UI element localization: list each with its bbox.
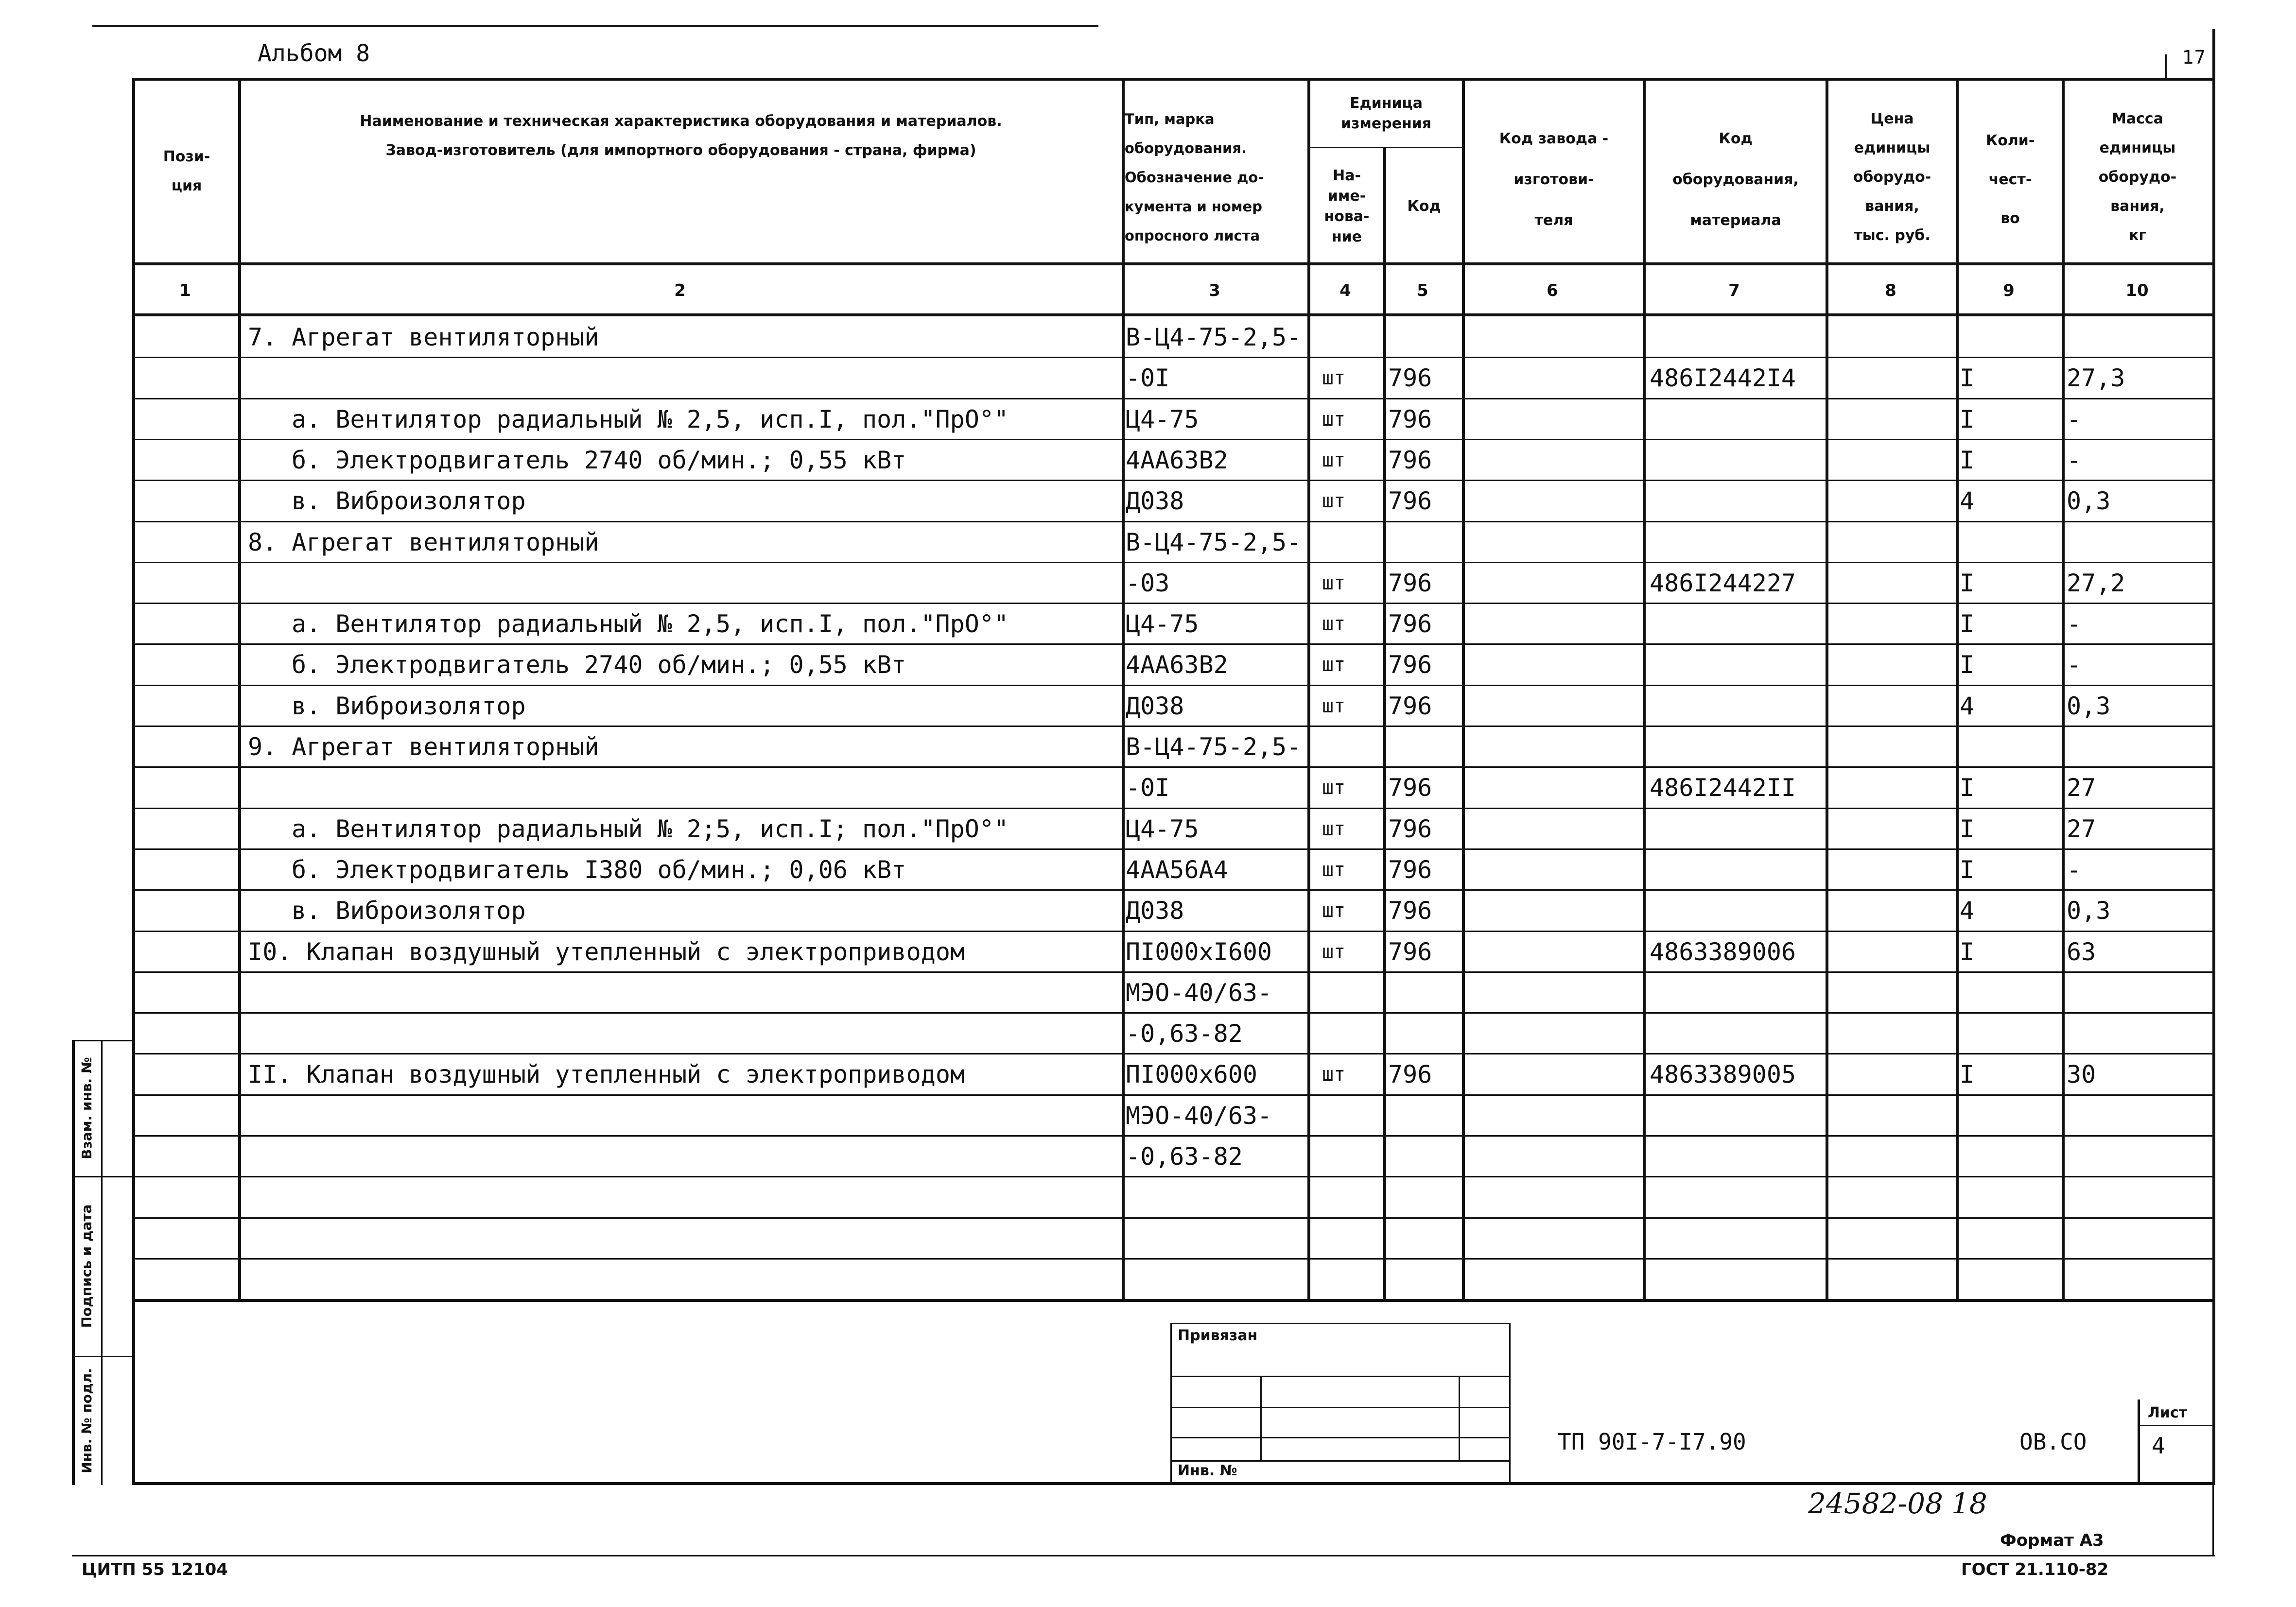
column-divider xyxy=(238,78,241,1301)
header-name-line1: Наименование и техническая характеристика оборудования и материалов. xyxy=(360,113,1002,130)
item-quantity: I xyxy=(1960,405,1975,433)
item-type: МЭО-40/63- xyxy=(1126,1101,1272,1130)
header-bottom-rule xyxy=(132,262,2215,265)
section-code: ОВ.СО xyxy=(2019,1429,2087,1455)
column-number: 7 xyxy=(1728,281,1740,300)
item-quantity: 4 xyxy=(1960,487,1975,516)
archive-number: 24582-08 xyxy=(1808,1487,1943,1520)
item-quantity: I xyxy=(1960,569,1975,597)
item-mass: 0,3 xyxy=(2067,897,2111,925)
item-type: -0I xyxy=(1126,364,1170,393)
row-divider xyxy=(132,439,2215,440)
frame-right xyxy=(2212,29,2215,1485)
item-quantity: I xyxy=(1960,610,1975,639)
item-mass: 27 xyxy=(2067,814,2096,843)
item-unit-code: 796 xyxy=(1388,405,1432,433)
item-type: 4АА63В2 xyxy=(1126,446,1228,474)
row-divider xyxy=(132,398,2215,399)
item-mass: 63 xyxy=(2067,937,2096,966)
item-mass: - xyxy=(2067,651,2082,679)
item-unit: шт xyxy=(1322,654,1346,676)
item-type: 4АА56А4 xyxy=(1126,855,1228,884)
column-number: 9 xyxy=(2003,281,2015,300)
item-unit-code: 796 xyxy=(1388,937,1432,966)
item-unit: шт xyxy=(1322,613,1346,636)
row-divider xyxy=(132,1094,2215,1096)
item-equipment-code: 4863389006 xyxy=(1650,937,1796,966)
item-name: в. Виброизолятор xyxy=(292,487,526,516)
item-unit: шт xyxy=(1322,940,1346,963)
item-mass: - xyxy=(2067,855,2082,884)
item-unit-code: 796 xyxy=(1388,487,1432,516)
row-divider xyxy=(132,848,2215,850)
item-type: -03 xyxy=(1126,569,1170,597)
item-type: Д038 xyxy=(1126,897,1184,925)
item-unit-code: 796 xyxy=(1388,569,1432,597)
item-unit-code: 796 xyxy=(1388,1060,1432,1089)
item-type: В-Ц4-75-2,5- xyxy=(1126,528,1302,556)
item-quantity: 4 xyxy=(1960,691,1975,720)
row-divider xyxy=(132,931,2215,932)
item-quantity: I xyxy=(1960,364,1975,393)
row-divider xyxy=(132,971,2215,973)
header-mass: Масса единицы оборудо- вания, кг xyxy=(2098,110,2177,244)
item-name: б. Электродвигатель 2740 об/мин.; 0,55 кВт xyxy=(292,651,906,679)
item-unit-code: 796 xyxy=(1388,651,1432,679)
item-unit: шт xyxy=(1322,694,1346,717)
column-number: 1 xyxy=(179,281,191,300)
item-unit: шт xyxy=(1322,899,1346,922)
item-type: Ц4-75 xyxy=(1126,405,1199,433)
org-code: ЦИТП 55 12104 xyxy=(82,1560,228,1579)
row-divider xyxy=(132,726,2215,727)
item-type: Ц4-75 xyxy=(1126,610,1199,639)
row-divider xyxy=(132,521,2215,522)
column-number: 10 xyxy=(2125,281,2149,300)
bound-inv-label: Инв. № xyxy=(1178,1462,1237,1479)
item-unit: шт xyxy=(1322,449,1346,471)
bound-rule4 xyxy=(1172,1460,1509,1462)
archive-sheet: 18 xyxy=(1951,1487,1987,1520)
row-divider xyxy=(132,562,2215,563)
header-quantity: Коли- чест- во xyxy=(1985,132,2035,227)
item-mass: - xyxy=(2067,446,2082,474)
item-name: I0. Клапан воздушный утепленный с электроприводом xyxy=(248,937,965,966)
page-corner-number: 17 xyxy=(2182,47,2206,68)
header-unit: Единица измерения xyxy=(1340,95,1432,132)
bound-vrule1 xyxy=(1260,1376,1262,1460)
header-name-line2: Завод-изготовитель (для импортного оборудования - страна, фирма) xyxy=(385,142,976,159)
sheet-label: Лист xyxy=(2148,1404,2188,1421)
header-type: Тип, марка оборудования. Обозначение до- кумента и номер опросного листа xyxy=(1125,111,1264,244)
item-type: МЭО-40/63- xyxy=(1126,978,1272,1007)
album-label: Альбом 8 xyxy=(258,40,370,67)
frame-top xyxy=(132,78,2215,81)
column-number: 5 xyxy=(1417,281,1428,300)
item-quantity: I xyxy=(1960,774,1975,802)
row-divider xyxy=(132,357,2215,358)
item-quantity: I xyxy=(1960,651,1975,679)
item-type: ПI000х600 xyxy=(1126,1060,1257,1089)
header-name xyxy=(241,97,1121,175)
item-name: II. Клапан воздушный утепленный с электроприводом xyxy=(248,1060,965,1089)
row-divider xyxy=(132,480,2215,481)
column-number: 6 xyxy=(1547,281,1558,300)
unit-subheader-rule xyxy=(1308,147,1463,148)
item-name: б. Электродвигатель I380 об/мин.; 0,06 кВт xyxy=(292,855,906,884)
header-price: Цена единицы оборудо- вания, тыс. руб. xyxy=(1853,110,1931,244)
format-label: Формат А3 xyxy=(2000,1531,2104,1550)
row-divider xyxy=(132,685,2215,686)
item-unit-code: 796 xyxy=(1388,446,1432,474)
item-equipment-code: 486I244227 xyxy=(1650,569,1796,597)
item-unit: шт xyxy=(1322,408,1346,431)
item-quantity: I xyxy=(1960,937,1975,966)
item-quantity: I xyxy=(1960,814,1975,843)
item-unit-code: 796 xyxy=(1388,774,1432,802)
item-name: в. Виброизолятор xyxy=(292,691,526,720)
item-equipment-code: 486I2442II xyxy=(1650,774,1796,802)
header-position: Пози- ция xyxy=(163,148,210,194)
item-unit-code: 796 xyxy=(1388,897,1432,925)
item-unit: шт xyxy=(1322,490,1346,513)
bound-vrule2 xyxy=(1459,1376,1460,1460)
item-quantity: I xyxy=(1960,855,1975,884)
item-mass: 30 xyxy=(2067,1060,2096,1089)
header-equipment-code: Код оборудования, материала xyxy=(1672,130,1799,229)
header-unit-code: Код xyxy=(1407,198,1441,215)
item-unit: шт xyxy=(1322,1063,1346,1086)
column-number: 3 xyxy=(1209,281,1220,300)
item-equipment-code: 4863389005 xyxy=(1650,1060,1796,1089)
item-unit-code: 796 xyxy=(1388,364,1432,393)
column-number: 4 xyxy=(1339,281,1351,300)
item-unit-code: 796 xyxy=(1388,814,1432,843)
item-name: в. Виброизолятор xyxy=(292,897,526,925)
item-mass: 27,2 xyxy=(2067,569,2125,597)
item-name: б. Электродвигатель 2740 об/мин.; 0,55 кВт xyxy=(292,446,906,474)
item-unit-code: 796 xyxy=(1388,610,1432,639)
sheet-number-rule xyxy=(2140,1425,2215,1426)
table-bottom-rule xyxy=(132,1299,2215,1302)
item-mass: 27,3 xyxy=(2067,364,2125,393)
row-divider xyxy=(132,766,2215,768)
bottom-rule xyxy=(72,1555,2215,1556)
item-equipment-code: 486I2442I4 xyxy=(1650,364,1796,393)
item-type: 4АА63В2 xyxy=(1126,651,1228,679)
bottom-right-tick xyxy=(2212,1485,2214,1556)
item-type: Ц4-75 xyxy=(1126,814,1199,843)
item-unit: шт xyxy=(1322,777,1346,799)
item-unit: шт xyxy=(1322,571,1346,594)
column-divider xyxy=(1383,147,1386,1301)
item-quantity: I xyxy=(1960,446,1975,474)
item-unit-code: 796 xyxy=(1388,691,1432,720)
row-divider xyxy=(132,1258,2215,1260)
item-name: а. Вентилятор радиальный № 2,5, исп.I, пол."ПрО°" xyxy=(292,610,1009,639)
item-name: а. Вентилятор радиальный № 2,5, исп.I, пол."ПрО°" xyxy=(292,405,1009,433)
item-mass: 27 xyxy=(2067,774,2096,802)
item-type: -0I xyxy=(1126,774,1170,802)
item-type: Д038 xyxy=(1126,487,1184,516)
side-stamp-replacement-inv: Взам. инв. № xyxy=(78,1056,95,1159)
row-divider xyxy=(132,603,2215,604)
side-stamp-mid xyxy=(101,1040,103,1485)
item-unit: шт xyxy=(1322,367,1346,390)
item-type: В-Ц4-75-2,5- xyxy=(1126,323,1302,351)
row-divider xyxy=(132,643,2215,645)
item-name: 7. Агрегат вентиляторный xyxy=(248,323,599,351)
row-divider xyxy=(132,808,2215,809)
item-quantity: 4 xyxy=(1960,897,1975,925)
column-number: 8 xyxy=(1885,281,1896,300)
bound-stamp-label: Привязан xyxy=(1178,1327,1258,1344)
item-unit-code: 796 xyxy=(1388,855,1432,884)
sheet-number-box xyxy=(2138,1400,2212,1485)
header-maker-code: Код завода - изготови- теля xyxy=(1499,130,1609,229)
gost-label: ГОСТ 21.110-82 xyxy=(1961,1560,2109,1579)
item-type: -0,63-82 xyxy=(1126,1142,1243,1171)
row-divider xyxy=(132,1135,2215,1137)
item-unit: шт xyxy=(1322,817,1346,840)
item-type: Д038 xyxy=(1126,691,1184,720)
corner-tick xyxy=(2165,54,2167,79)
item-name: а. Вентилятор радиальный № 2;5, исп.I; пол."ПрО°" xyxy=(292,814,1009,843)
item-mass: - xyxy=(2067,405,2082,433)
document-code: ТП 90I-7-I7.90 xyxy=(1558,1429,1746,1455)
bound-stamp xyxy=(1170,1323,1511,1485)
row-divider xyxy=(132,1053,2215,1054)
column-number: 2 xyxy=(674,281,686,300)
item-type: В-Ц4-75-2,5- xyxy=(1126,733,1302,761)
item-mass: - xyxy=(2067,610,2082,639)
item-mass: 0,3 xyxy=(2067,487,2111,516)
side-stamp-inv-original: Инв. № подл. xyxy=(78,1367,95,1473)
sheet-number: 4 xyxy=(2152,1433,2165,1459)
row-divider xyxy=(132,1012,2215,1014)
side-stamp-signature-date: Подпись и дата xyxy=(78,1204,95,1328)
header-unit-name: На- име- нова- ние xyxy=(1324,167,1370,245)
row-divider xyxy=(132,889,2215,891)
row-divider xyxy=(132,1217,2215,1219)
top-rule xyxy=(92,25,1098,27)
item-name: 9. Агрегат вентиляторный xyxy=(248,733,599,761)
item-name: 8. Агрегат вентиляторный xyxy=(248,528,599,556)
item-type: -0,63-82 xyxy=(1126,1019,1243,1048)
item-type: ПI000хI600 xyxy=(1126,937,1272,966)
row-divider xyxy=(132,1176,2215,1177)
item-quantity: I xyxy=(1960,1060,1975,1089)
item-unit: шт xyxy=(1322,858,1346,881)
item-mass: 0,3 xyxy=(2067,691,2111,720)
